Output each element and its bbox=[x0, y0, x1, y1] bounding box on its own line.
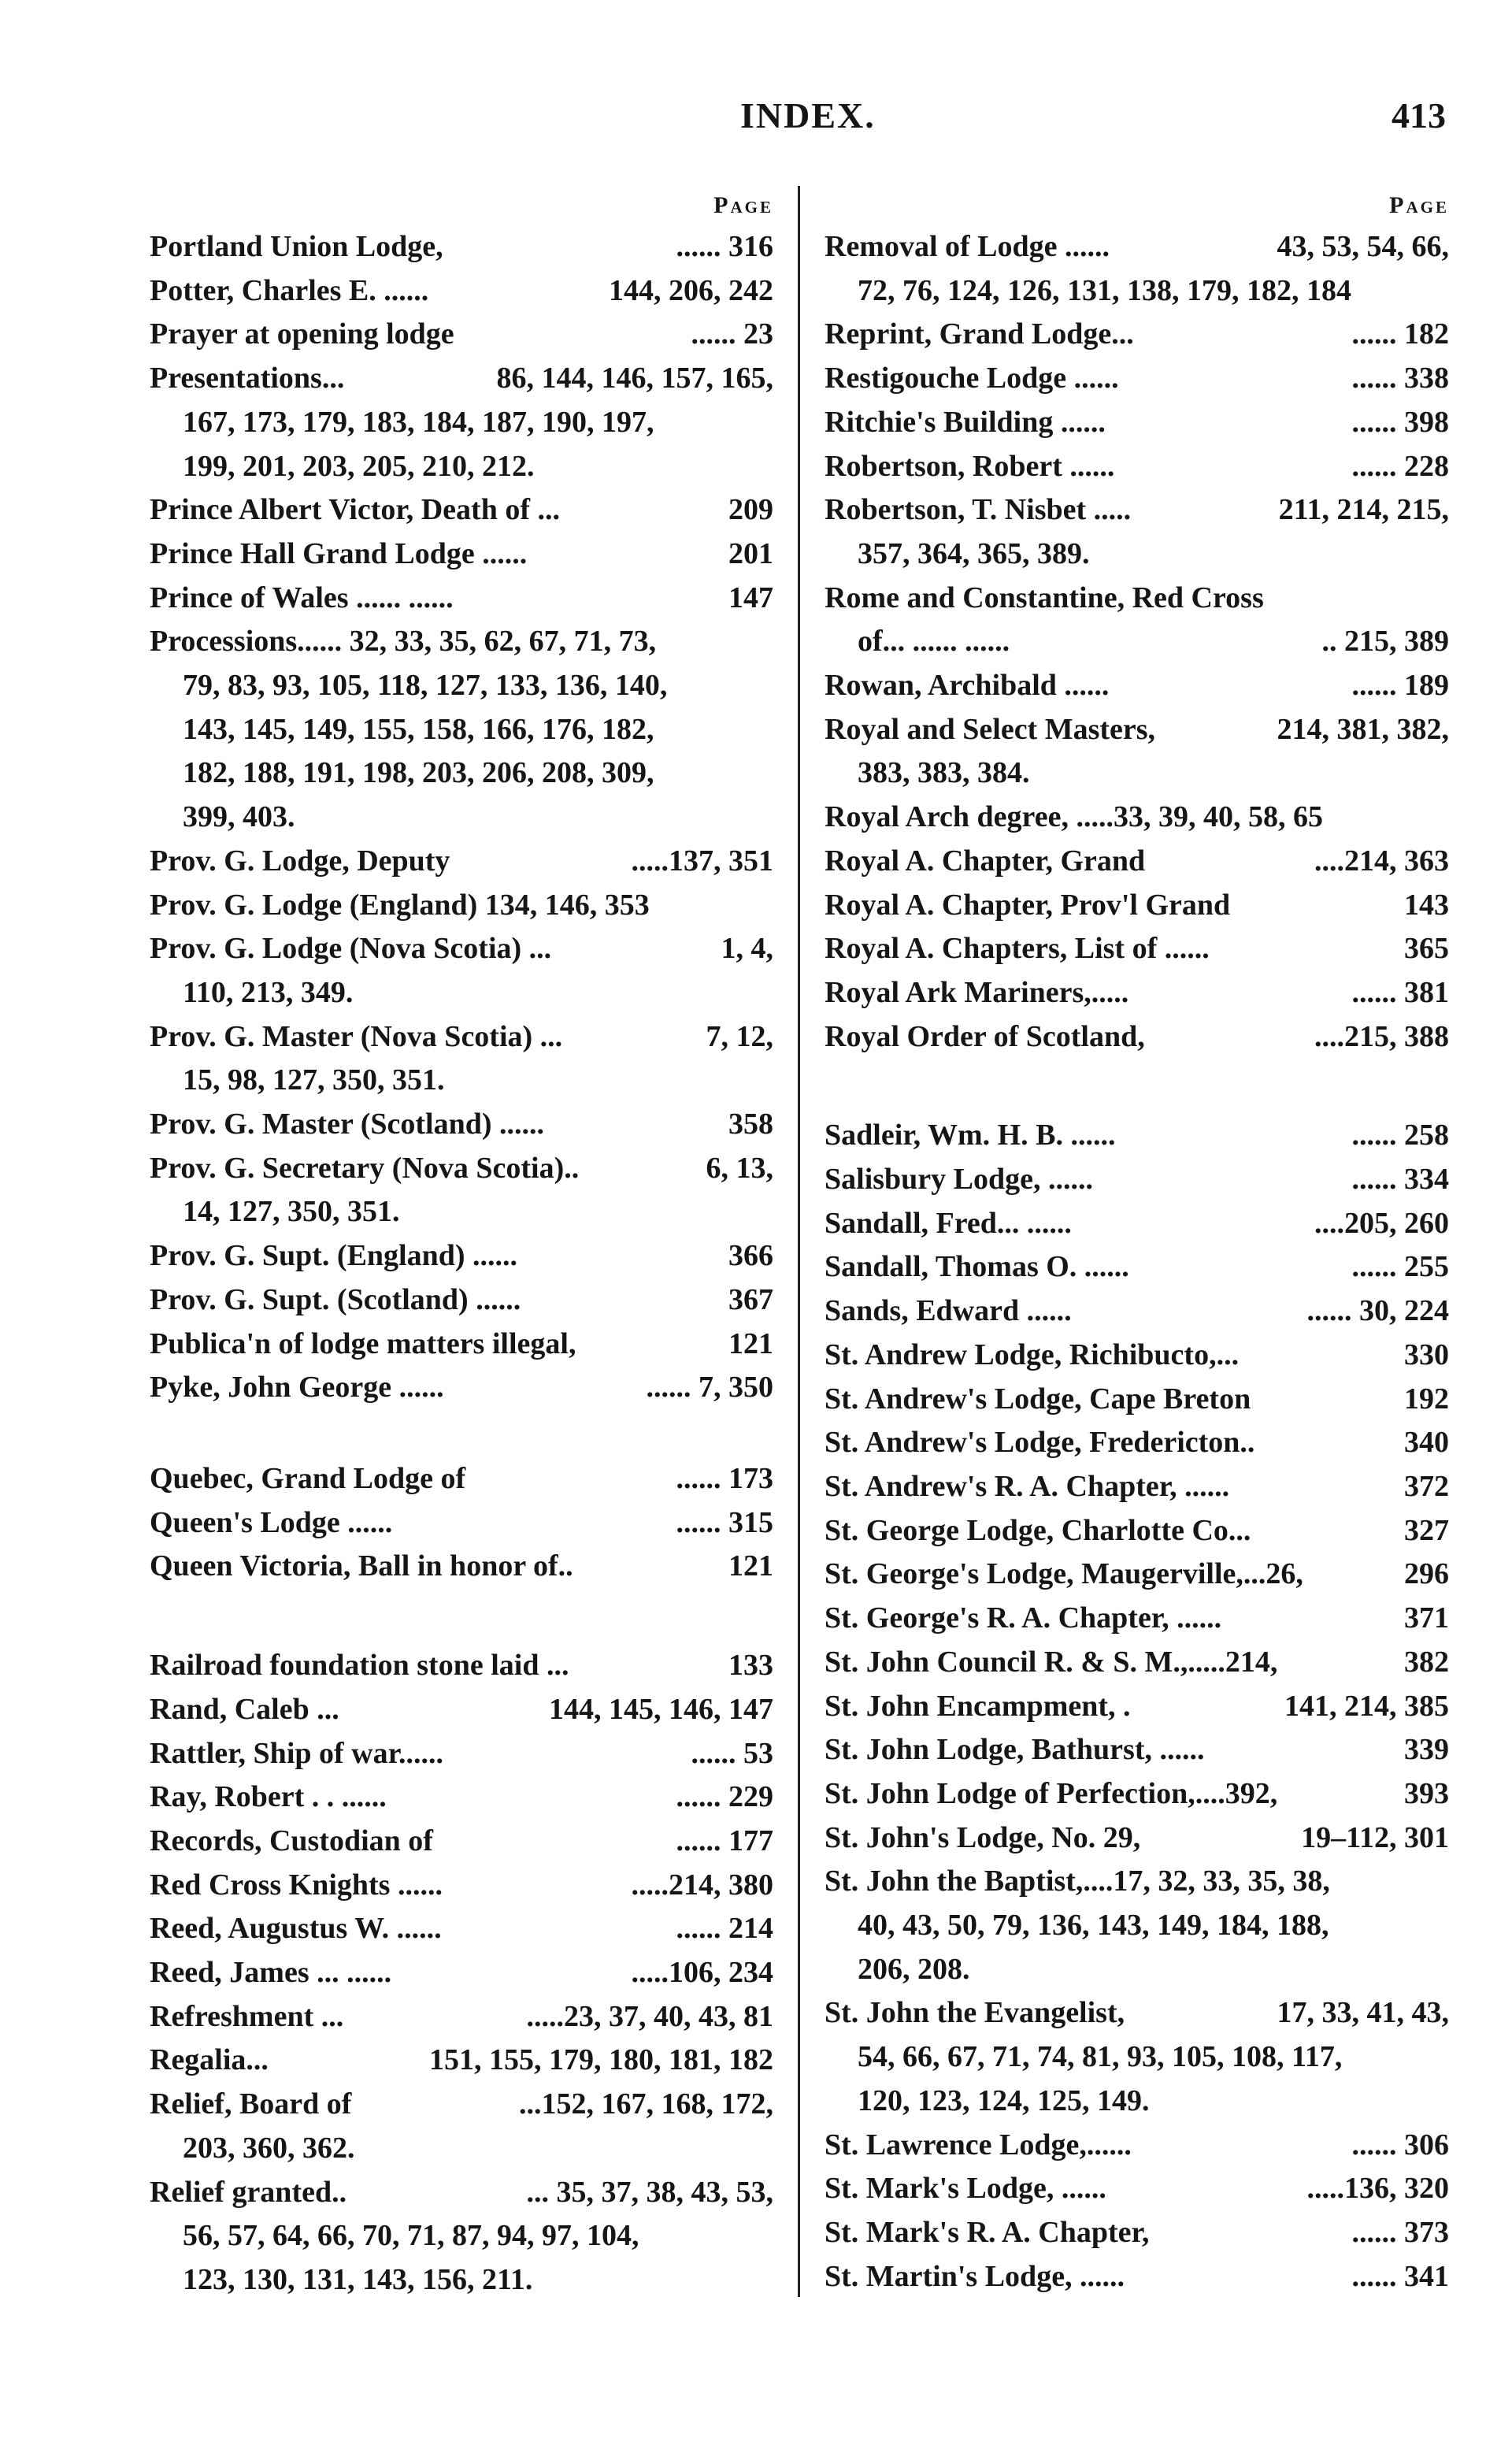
continuation-text: 79, 83, 93, 105, 118, 127, 133, 136, 140, bbox=[183, 669, 668, 703]
entry-pages: 17, 33, 41, 43, bbox=[1277, 1996, 1449, 2030]
entry-pages: 201 bbox=[728, 536, 773, 570]
index-entry bbox=[150, 1147, 773, 1191]
index-entry-continuation bbox=[150, 708, 773, 752]
entry-pages: ...... 182 bbox=[1351, 317, 1449, 351]
index-entry bbox=[825, 884, 1449, 928]
index-entry bbox=[825, 357, 1449, 401]
entry-label: Sandall, Fred... ...... bbox=[825, 1206, 1072, 1240]
index-entry bbox=[150, 840, 773, 884]
entry-label: Royal Ark Mariners,..... bbox=[825, 975, 1129, 1009]
entry-label: St. George's Lodge, Maugerville,...26, bbox=[825, 1557, 1303, 1591]
entry-label: Quebec, Grand Lodge of bbox=[150, 1461, 466, 1495]
continuation-text: 72, 76, 124, 126, 131, 138, 179, 182, 184 bbox=[858, 273, 1351, 307]
page-column-label: Page bbox=[1389, 192, 1449, 218]
entry-pages: 365 bbox=[1404, 932, 1449, 966]
entry-label: Royal Arch degree, .....33, 39, 40, 58, 65 bbox=[825, 800, 1323, 834]
left-column bbox=[150, 186, 773, 2302]
index-entry bbox=[825, 708, 1449, 752]
entry-pages: 144, 206, 242 bbox=[609, 273, 773, 307]
index-entry-continuation bbox=[825, 2035, 1449, 2080]
continuation-text: 120, 123, 124, 125, 149. bbox=[858, 2084, 1150, 2117]
entry-label: Presentations... bbox=[150, 362, 345, 395]
entry-label: Potter, Charles E. ...... bbox=[150, 273, 429, 307]
entry-label: Sandall, Thomas O. ...... bbox=[825, 1250, 1129, 1284]
index-entry bbox=[150, 1864, 773, 1908]
entry-pages: 144, 145, 146, 147 bbox=[549, 1692, 773, 1726]
entry-label: Reprint, Grand Lodge... bbox=[825, 317, 1134, 351]
index-entry bbox=[150, 620, 773, 664]
entry-pages: ... 35, 37, 38, 43, 53, bbox=[526, 2175, 773, 2209]
entry-pages: ...... 177 bbox=[676, 1824, 773, 1857]
entry-pages: ...... 7, 350 bbox=[646, 1371, 773, 1404]
entry-label: Prince Hall Grand Lodge ...... bbox=[150, 536, 528, 570]
entry-pages: 19–112, 301 bbox=[1301, 1820, 1449, 1854]
index-entry bbox=[825, 401, 1449, 445]
index-entry bbox=[825, 1114, 1449, 1158]
continuation-text: 110, 213, 349. bbox=[183, 975, 354, 1009]
entry-label: St. George's R. A. Chapter, ...... bbox=[825, 1601, 1222, 1635]
index-entry bbox=[150, 1015, 773, 1059]
index-entry bbox=[150, 2171, 773, 2215]
entry-label: Rand, Caleb ... bbox=[150, 1692, 339, 1726]
entry-pages: .. 215, 389 bbox=[1321, 625, 1449, 659]
entry-pages: ...... 315 bbox=[676, 1505, 773, 1539]
entry-label: Prov. G. Supt. (England) ...... bbox=[150, 1239, 518, 1273]
page-number: 413 bbox=[1392, 95, 1446, 135]
index-entry bbox=[825, 2211, 1449, 2255]
entry-label: Prov. G. Lodge, Deputy bbox=[150, 844, 450, 878]
index-entry bbox=[150, 1366, 773, 1410]
index-entry bbox=[825, 1465, 1449, 1509]
entry-pages: 214, 381, 382, bbox=[1277, 712, 1449, 746]
index-entry bbox=[150, 1688, 773, 1732]
continuation-text: 199, 201, 203, 205, 210, 212. bbox=[183, 449, 535, 483]
continuation-text: 123, 130, 131, 143, 156, 211. bbox=[183, 2262, 533, 2296]
index-entry bbox=[150, 532, 773, 577]
entry-pages: 366 bbox=[728, 1239, 773, 1273]
entry-label: Royal Order of Scotland, bbox=[825, 1019, 1145, 1053]
index-entry-continuation bbox=[825, 1948, 1449, 1992]
entry-pages: ...... 338 bbox=[1351, 362, 1449, 395]
entry-label: Royal A. Chapters, List of ...... bbox=[825, 932, 1210, 966]
continuation-text: 56, 57, 64, 66, 70, 71, 87, 94, 97, 104, bbox=[183, 2219, 639, 2253]
continuation-text: 399, 403. bbox=[183, 800, 295, 834]
entry-label: Queen Victoria, Ball in honor of.. bbox=[150, 1549, 573, 1583]
entry-label: Prov. G. Supt. (Scotland) ...... bbox=[150, 1282, 521, 1316]
continuation-text: 182, 188, 191, 198, 203, 206, 208, 309, bbox=[183, 756, 654, 790]
entry-pages: 143 bbox=[1404, 888, 1449, 922]
entry-pages: 86, 144, 146, 157, 165, bbox=[496, 362, 773, 395]
index-entry bbox=[150, 884, 773, 928]
index-entry bbox=[825, 664, 1449, 708]
index-entry-continuation bbox=[825, 2080, 1449, 2124]
entry-label: Prov. G. Master (Nova Scotia) ... bbox=[150, 1019, 563, 1053]
entry-pages: 147 bbox=[728, 581, 773, 614]
entry-pages: 330 bbox=[1404, 1338, 1449, 1371]
index-entry bbox=[150, 1995, 773, 2039]
index-entry-continuation bbox=[150, 1059, 773, 1103]
entry-label: St. Martin's Lodge, ...... bbox=[825, 2259, 1125, 2293]
section-gap bbox=[825, 1059, 1449, 1114]
index-entry bbox=[825, 1334, 1449, 1378]
entry-pages: 1, 4, bbox=[721, 932, 773, 966]
entry-pages: 192 bbox=[1404, 1382, 1449, 1416]
index-entry bbox=[825, 1158, 1449, 1202]
index-entry-continuation bbox=[825, 620, 1449, 664]
entry-pages: ...... 228 bbox=[1351, 449, 1449, 483]
continuation-text: 206, 208. bbox=[858, 1952, 970, 1986]
page-header bbox=[0, 95, 1512, 142]
entry-label: St. John Council R. & S. M.,.....214, bbox=[825, 1645, 1278, 1679]
entry-label: Processions...... 32, 33, 35, 62, 67, 71, 73, bbox=[150, 625, 657, 659]
entry-pages: 340 bbox=[1404, 1426, 1449, 1460]
index-entry bbox=[150, 488, 773, 532]
index-entry bbox=[825, 2167, 1449, 2211]
entry-pages: ...... 341 bbox=[1351, 2259, 1449, 2293]
index-entry-continuation bbox=[150, 401, 773, 445]
entry-label: Removal of Lodge ...... bbox=[825, 230, 1110, 263]
entry-label: Royal A. Chapter, Prov'l Grand bbox=[825, 888, 1231, 922]
entry-pages: ...... 398 bbox=[1351, 405, 1449, 439]
entry-pages: 209 bbox=[728, 493, 773, 527]
entry-pages: .....106, 234 bbox=[631, 1956, 773, 1990]
index-entry bbox=[825, 2255, 1449, 2299]
index-entry bbox=[825, 796, 1449, 840]
index-entry bbox=[150, 1644, 773, 1688]
index-entry bbox=[150, 1732, 773, 1776]
entry-label: Prov. G. Lodge (Nova Scotia) ... bbox=[150, 932, 552, 966]
index-entry bbox=[150, 1907, 773, 1951]
continuation-text: 14, 127, 350, 351. bbox=[183, 1195, 400, 1229]
entry-pages: 121 bbox=[728, 1327, 773, 1360]
index-entry bbox=[150, 1776, 773, 1820]
entry-label: St. Andrew Lodge, Richibucto,... bbox=[825, 1338, 1240, 1371]
index-entry bbox=[825, 1772, 1449, 1816]
index-entry bbox=[825, 971, 1449, 1015]
entry-pages: ...152, 167, 168, 172, bbox=[519, 2087, 773, 2121]
entry-label: St. John Lodge, Bathurst, ...... bbox=[825, 1733, 1205, 1767]
index-entry-continuation bbox=[825, 532, 1449, 577]
entry-label: Reed, James ... ...... bbox=[150, 1956, 392, 1990]
index-entry bbox=[825, 445, 1449, 489]
right-column bbox=[825, 186, 1449, 2299]
index-entry bbox=[150, 269, 773, 314]
entry-pages: ....205, 260 bbox=[1314, 1206, 1449, 1240]
entry-label: Robertson, Robert ...... bbox=[825, 449, 1115, 483]
index-entry-continuation bbox=[150, 2214, 773, 2258]
page-title: INDEX. bbox=[740, 95, 876, 135]
index-entry bbox=[150, 577, 773, 621]
entry-label: St. Andrew's Lodge, Cape Breton bbox=[825, 1382, 1251, 1416]
index-entry bbox=[150, 1501, 773, 1545]
continuation-text: 357, 364, 365, 389. bbox=[858, 536, 1090, 570]
page-column-label: Page bbox=[713, 192, 773, 218]
entry-label: Prov. G. Secretary (Nova Scotia).. bbox=[150, 1151, 580, 1185]
entry-label: Prince of Wales ...... ...... bbox=[150, 581, 454, 614]
entry-label: Queen's Lodge ...... bbox=[150, 1505, 393, 1539]
entry-label: Records, Custodian of bbox=[150, 1824, 433, 1857]
entry-label: Ritchie's Building ...... bbox=[825, 405, 1106, 439]
index-entry bbox=[825, 1509, 1449, 1553]
entry-label: Relief, Board of bbox=[150, 2087, 352, 2121]
entry-pages: 372 bbox=[1404, 1469, 1449, 1503]
index-entry bbox=[825, 927, 1449, 971]
continuation-text: 54, 66, 67, 71, 74, 81, 93, 105, 108, 117, bbox=[858, 2040, 1343, 2074]
entry-label: St. Andrew's Lodge, Fredericton.. bbox=[825, 1426, 1255, 1460]
index-entry-continuation bbox=[150, 751, 773, 796]
entry-pages: .....136, 320 bbox=[1306, 2172, 1449, 2206]
entry-pages: 43, 53, 54, 66, bbox=[1277, 230, 1449, 263]
entry-label: Royal A. Chapter, Grand bbox=[825, 844, 1146, 878]
index-entry bbox=[150, 225, 773, 269]
entry-pages: ...... 23 bbox=[691, 317, 773, 351]
entry-pages: ...... 306 bbox=[1351, 2128, 1449, 2161]
entry-pages: 371 bbox=[1404, 1601, 1449, 1635]
column-divider bbox=[798, 186, 800, 2297]
entry-label: Relief granted.. bbox=[150, 2175, 347, 2209]
entry-pages: 339 bbox=[1404, 1733, 1449, 1767]
continuation-text: 383, 383, 384. bbox=[858, 756, 1030, 790]
entry-pages: .....23, 37, 40, 43, 81 bbox=[526, 1999, 773, 2033]
index-entry bbox=[825, 1289, 1449, 1334]
continuation-text: 203, 360, 362. bbox=[183, 2131, 355, 2165]
index-entry bbox=[825, 1816, 1449, 1861]
entry-pages: ....215, 388 bbox=[1314, 1019, 1449, 1053]
entry-pages: 151, 155, 179, 180, 181, 182 bbox=[429, 2043, 773, 2077]
entry-pages: 358 bbox=[728, 1108, 773, 1141]
index-entry-continuation bbox=[150, 796, 773, 840]
continuation-text: 143, 145, 149, 155, 158, 166, 176, 182, bbox=[183, 712, 654, 746]
index-entry bbox=[825, 1728, 1449, 1772]
entry-pages: ...... 173 bbox=[676, 1461, 773, 1495]
entry-label: Rowan, Archibald ...... bbox=[825, 669, 1110, 703]
entry-label: St. John's Lodge, No. 29, bbox=[825, 1820, 1141, 1854]
entry-label: Reed, Augustus W. ...... bbox=[150, 1912, 442, 1946]
entry-pages: 7, 12, bbox=[706, 1019, 773, 1053]
entry-label: Royal and Select Masters, bbox=[825, 712, 1156, 746]
index-entry-continuation bbox=[825, 751, 1449, 796]
entry-pages: 6, 13, bbox=[706, 1151, 773, 1185]
entry-label: Portland Union Lodge, bbox=[150, 230, 443, 263]
right-entry-list bbox=[825, 225, 1449, 2299]
index-entry bbox=[825, 1553, 1449, 1597]
index-entry bbox=[150, 2039, 773, 2083]
index-entry bbox=[825, 1991, 1449, 2035]
entry-pages: 133 bbox=[728, 1649, 773, 1683]
index-entry bbox=[150, 1278, 773, 1323]
index-entry bbox=[825, 1245, 1449, 1289]
entry-pages: 382 bbox=[1404, 1645, 1449, 1679]
entry-label: Pyke, John George ...... bbox=[150, 1371, 444, 1404]
index-entry-continuation bbox=[150, 971, 773, 1015]
entry-label: St. Mark's R. A. Chapter, bbox=[825, 2215, 1150, 2249]
index-entry bbox=[825, 1202, 1449, 1246]
index-entry bbox=[150, 313, 773, 357]
entry-label: St. George Lodge, Charlotte Co... bbox=[825, 1513, 1251, 1547]
entry-pages: ...... 255 bbox=[1351, 1250, 1449, 1284]
entry-label: St. John Lodge of Perfection,....392, bbox=[825, 1776, 1278, 1810]
entry-pages: ...... 258 bbox=[1351, 1119, 1449, 1152]
entry-pages: 367 bbox=[728, 1282, 773, 1316]
entry-pages: ...... 334 bbox=[1351, 1163, 1449, 1197]
entry-label: St. Lawrence Lodge,...... bbox=[825, 2128, 1132, 2161]
index-entry bbox=[150, 927, 773, 971]
entry-pages: 296 bbox=[1404, 1557, 1449, 1591]
entry-pages: ...... 30, 224 bbox=[1306, 1294, 1449, 1328]
entry-label: Publica'n of lodge matters illegal, bbox=[150, 1327, 576, 1360]
entry-label: Robertson, T. Nisbet ..... bbox=[825, 493, 1132, 527]
index-entry bbox=[150, 1234, 773, 1278]
entry-pages: .....137, 351 bbox=[631, 844, 773, 878]
index-entry-continuation bbox=[825, 1904, 1449, 1948]
index-entry bbox=[825, 1860, 1449, 1904]
entry-label: Rattler, Ship of war...... bbox=[150, 1736, 443, 1770]
entry-label: Sadleir, Wm. H. B. ...... bbox=[825, 1119, 1116, 1152]
index-entry bbox=[150, 1103, 773, 1147]
index-entry-continuation bbox=[150, 2258, 773, 2302]
index-entry-continuation bbox=[150, 2127, 773, 2171]
entry-label: Prayer at opening lodge bbox=[150, 317, 454, 351]
index-entry bbox=[150, 1951, 773, 1995]
entry-pages: 393 bbox=[1404, 1776, 1449, 1810]
entry-pages: 211, 214, 215, bbox=[1278, 493, 1449, 527]
entry-pages: 121 bbox=[728, 1549, 773, 1583]
entry-pages: ...... 214 bbox=[676, 1912, 773, 1946]
index-entry bbox=[150, 1545, 773, 1589]
index-entry bbox=[825, 1015, 1449, 1059]
index-entry bbox=[825, 1641, 1449, 1685]
index-entry bbox=[150, 357, 773, 401]
entry-label: Railroad foundation stone laid ... bbox=[150, 1649, 569, 1683]
entry-label: Rome and Constantine, Red Cross bbox=[825, 581, 1264, 614]
entry-label: Salisbury Lodge, ...... bbox=[825, 1163, 1094, 1197]
entry-label: St. John the Evangelist, bbox=[825, 1996, 1125, 2030]
entry-label: Prince Albert Victor, Death of ... bbox=[150, 493, 560, 527]
entry-label: St. John Encampment, . bbox=[825, 1689, 1131, 1723]
index-entry bbox=[825, 488, 1449, 532]
entry-label: Prov. G. Lodge (England) 134, 146, 353 bbox=[150, 888, 650, 922]
continuation-text: 15, 98, 127, 350, 351. bbox=[183, 1063, 445, 1097]
entry-pages: ...... 189 bbox=[1351, 669, 1449, 703]
index-entry bbox=[825, 840, 1449, 884]
continuation-text: 40, 43, 50, 79, 136, 143, 149, 184, 188, bbox=[858, 1909, 1329, 1943]
entry-label: Regalia... bbox=[150, 2043, 269, 2077]
entry-pages: ...... 316 bbox=[676, 230, 773, 263]
left-entry-list bbox=[150, 225, 773, 2302]
entry-label: Prov. G. Master (Scotland) ...... bbox=[150, 1108, 544, 1141]
entry-label: St. John the Baptist,....17, 32, 33, 35, 38, bbox=[825, 1865, 1330, 1898]
entry-label: Red Cross Knights ...... bbox=[150, 1868, 443, 1902]
index-entry bbox=[825, 1685, 1449, 1729]
continuation-text: of... ...... ...... bbox=[858, 625, 1010, 659]
entry-label: Ray, Robert . . ...... bbox=[150, 1780, 387, 1814]
entry-pages: ...... 373 bbox=[1351, 2215, 1449, 2249]
index-entry-continuation bbox=[150, 1190, 773, 1234]
entry-label: St. Mark's Lodge, ...... bbox=[825, 2172, 1106, 2206]
index-entry bbox=[150, 1457, 773, 1501]
index-entry-continuation bbox=[150, 664, 773, 708]
continuation-text: 167, 173, 179, 183, 184, 187, 190, 197, bbox=[183, 405, 654, 439]
index-entry bbox=[825, 225, 1449, 269]
index-entry bbox=[150, 1820, 773, 1864]
entry-pages: 141, 214, 385 bbox=[1284, 1689, 1449, 1723]
index-entry bbox=[825, 577, 1449, 621]
entry-label: St. Andrew's R. A. Chapter, ...... bbox=[825, 1469, 1230, 1503]
entry-pages: ....214, 363 bbox=[1314, 844, 1449, 878]
index-entry bbox=[825, 1597, 1449, 1641]
index-entry bbox=[825, 1378, 1449, 1422]
entry-label: Sands, Edward ...... bbox=[825, 1294, 1072, 1328]
entry-pages: ...... 381 bbox=[1351, 975, 1449, 1009]
index-entry bbox=[150, 1323, 773, 1367]
section-gap bbox=[150, 1410, 773, 1457]
index-entry bbox=[825, 1421, 1449, 1465]
entry-label: Restigouche Lodge ...... bbox=[825, 362, 1119, 395]
entry-pages: ...... 53 bbox=[691, 1736, 773, 1770]
entry-pages: 327 bbox=[1404, 1513, 1449, 1547]
entry-label: Refreshment ... bbox=[150, 1999, 344, 2033]
index-entry-continuation bbox=[825, 269, 1449, 314]
index-entry bbox=[825, 2124, 1449, 2168]
index-entry-continuation bbox=[150, 445, 773, 489]
index-entry bbox=[825, 313, 1449, 357]
index-entry bbox=[150, 2083, 773, 2127]
entry-pages: .....214, 380 bbox=[631, 1868, 773, 1902]
entry-pages: ...... 229 bbox=[676, 1780, 773, 1814]
section-gap bbox=[150, 1589, 773, 1644]
